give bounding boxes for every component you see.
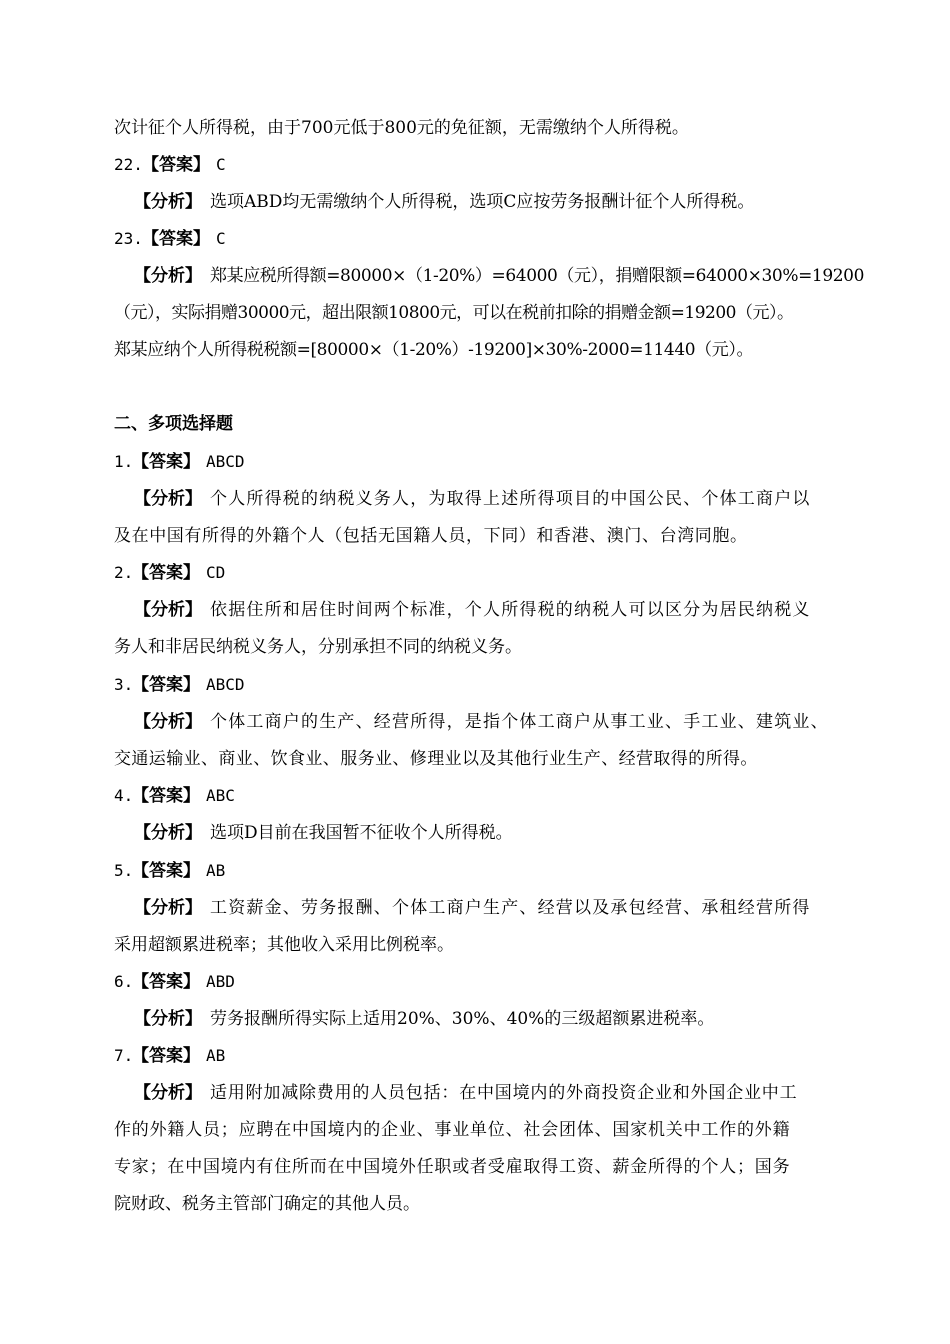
analysis-text: （元），实际捐赠30000元，超出限额10800元，可以在税前扣除的捐赠金额=19200（元）。	[114, 303, 794, 323]
analysis-text: 郑某应税所得额=80000×（1-20%）=64000（元），捐赠限额=64000×30%=19200	[210, 266, 865, 286]
analysis-text: 个体工商户的生产、经营所得，是指个体工商户从事工业、手工业、建筑业、	[210, 712, 829, 732]
paragraph-text: 次计征个人所得税，由于700元低于800元的免征额，无需缴纳个人所得税。	[114, 118, 689, 138]
answer-value: C	[216, 155, 226, 174]
analysis-text: 务人和非居民纳税义务人，分别承担不同的纳税义务。	[114, 637, 522, 657]
analysis-text: 个人所得税的纳税义务人，为取得上述所得项目的中国公民、个体工商户以	[210, 489, 811, 509]
analysis-text: 劳务报酬所得实际上适用20%、30%、40%的三级超额累进税率。	[210, 1009, 715, 1029]
analysis-tag: 【分析】	[134, 1009, 202, 1029]
question-number: 6.	[114, 972, 134, 991]
analysis-text: 适用附加减除费用的人员包括：在中国境内的外商投资企业和外国企业中工	[210, 1083, 798, 1103]
answer-value: CD	[206, 563, 226, 582]
section-title: 二、多项选择题	[114, 414, 233, 434]
answer-tag: 【答案】	[132, 563, 200, 583]
analysis-text: 选项D目前在我国暂不征收个人所得税。	[210, 823, 513, 843]
analysis-tag: 【分析】	[134, 192, 202, 212]
answer-value: ABCD	[206, 452, 245, 471]
analysis-tag: 【分析】	[134, 489, 202, 509]
analysis-text: 院财政、税务主管部门确定的其他人员。	[114, 1194, 420, 1214]
answer-value: AB	[206, 1046, 226, 1065]
analysis-tag: 【分析】	[134, 898, 202, 918]
analysis-text: 交通运输业、商业、饮食业、服务业、修理业以及其他行业生产、经营取得的所得。	[114, 749, 758, 769]
answer-tag: 【答案】	[132, 972, 200, 992]
analysis-text: 作的外籍人员；应聘在中国境内的企业、事业单位、社会团体、国家机关中工作的外籍	[114, 1120, 791, 1140]
question-number: 23.	[114, 229, 143, 248]
question-number: 22.	[114, 155, 143, 174]
answer-value: ABCD	[206, 675, 245, 694]
analysis-tag: 【分析】	[134, 1083, 202, 1103]
analysis-text: 专家；在中国境内有住所而在中国境外任职或者受雇取得工资、薪金所得的个人；国务	[114, 1157, 791, 1177]
answer-tag: 【答案】	[132, 1046, 200, 1066]
question-number: 1.	[114, 452, 134, 471]
analysis-text: 选项ABD均无需缴纳个人所得税，选项C应按劳务报酬计征个人所得税。	[210, 192, 755, 212]
answer-value: ABD	[206, 972, 235, 991]
answer-tag: 【答案】	[132, 786, 200, 806]
analysis-text: 及在中国有所得的外籍个人（包括无国籍人员，下同）和香港、澳门、台湾同胞。	[114, 526, 748, 546]
answer-value: AB	[206, 861, 226, 880]
answer-tag: 【答案】	[132, 452, 200, 472]
answer-value: C	[216, 229, 226, 248]
analysis-text: 郑某应纳个人所得税税额=[80000×（1-20%）-19200]×30%-2000=11440（元）。	[114, 340, 754, 360]
answer-tag: 【答案】	[132, 675, 200, 695]
question-number: 5.	[114, 861, 134, 880]
question-number: 4.	[114, 786, 134, 805]
question-number: 3.	[114, 675, 134, 694]
analysis-text: 工资薪金、劳务报酬、个体工商户生产、经营以及承包经营、承租经营所得	[210, 898, 811, 918]
answer-tag: 【答案】	[132, 861, 200, 881]
answer-value: ABC	[206, 786, 235, 805]
answer-tag: 【答案】	[142, 229, 210, 249]
answer-tag: 【答案】	[142, 155, 210, 175]
analysis-tag: 【分析】	[134, 266, 202, 286]
analysis-text: 采用超额累进税率；其他收入采用比例税率。	[114, 935, 454, 955]
analysis-tag: 【分析】	[134, 823, 202, 843]
analysis-tag: 【分析】	[134, 600, 202, 620]
analysis-tag: 【分析】	[134, 712, 202, 732]
analysis-text: 依据住所和居住时间两个标准，个人所得税的纳税人可以区分为居民纳税义	[210, 600, 811, 620]
question-number: 2.	[114, 563, 134, 582]
question-number: 7.	[114, 1046, 134, 1065]
